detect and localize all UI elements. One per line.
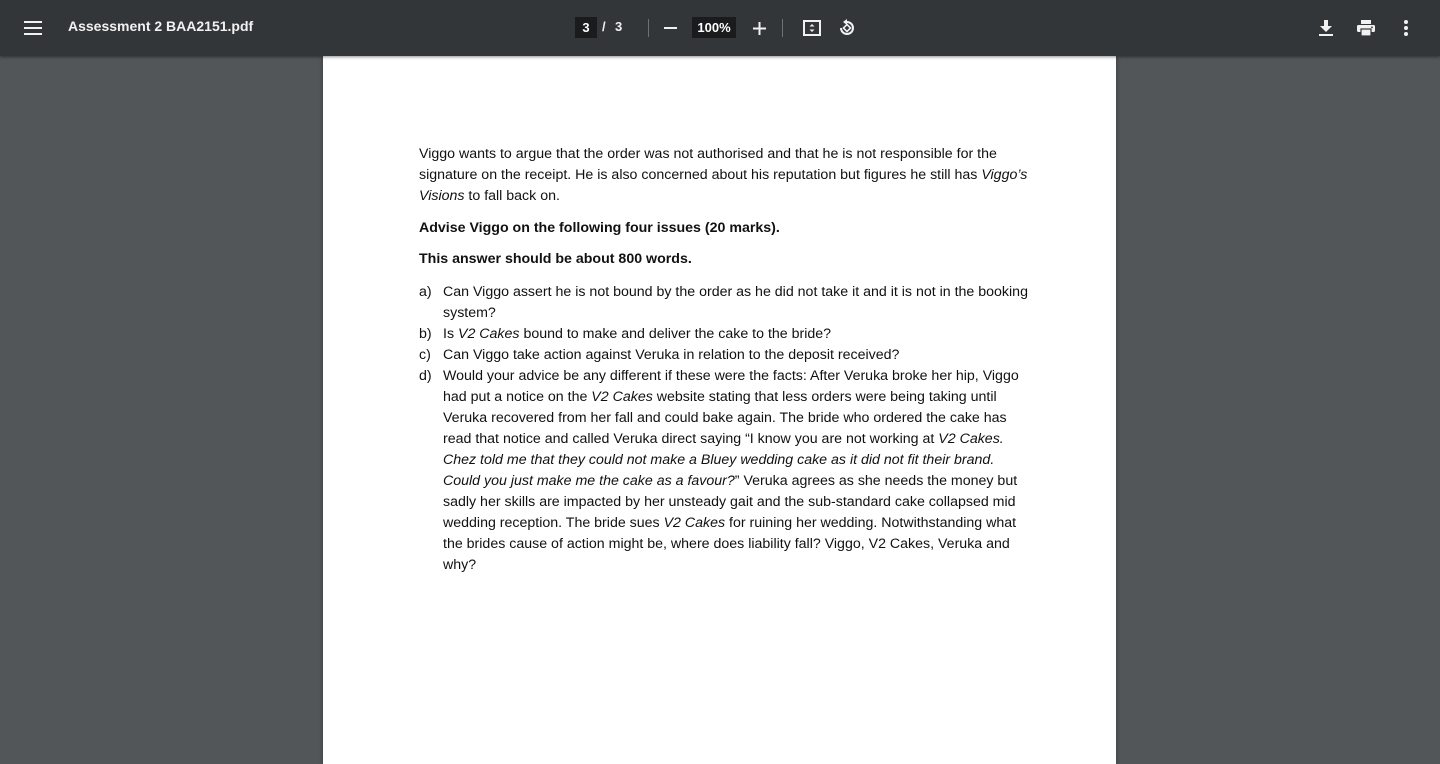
list-item bbox=[419, 282, 1029, 324]
list-item bbox=[419, 345, 1029, 366]
list-item-text: for ruining her wedding. Notwithstanding what the brides cause of action might be, where does liability fall? Viggo, V2 Cakes, Veruka and why? bbox=[443, 515, 1017, 573]
list-item-text: Is bbox=[443, 326, 458, 342]
zoom-out-icon bbox=[664, 27, 677, 29]
page-separator: / bbox=[602, 19, 606, 34]
zoom-level-input[interactable]: 100% bbox=[692, 17, 736, 38]
list-item-text-italic: V2 Cakes bbox=[457, 326, 520, 342]
toolbar-divider bbox=[782, 19, 783, 37]
toolbar-divider bbox=[648, 19, 649, 37]
intro-text-3: to fall back on. bbox=[464, 188, 560, 204]
print-icon bbox=[1357, 20, 1375, 36]
issues-list bbox=[419, 282, 1029, 576]
list-item-text: website stating that less orders were being taking until Veruka recovered from her fall and could bake again. The bride who ordered the cake has read that notice and called Veruka direct saying “I know you are not working at bbox=[443, 389, 1007, 447]
fit-to-page-icon bbox=[803, 20, 821, 36]
document-title: Assessment 2 BAA2151.pdf bbox=[68, 18, 254, 34]
zoom-in-button[interactable] bbox=[741, 10, 777, 46]
list-item bbox=[419, 366, 1029, 576]
more-options-button[interactable] bbox=[1388, 10, 1424, 46]
list-item-text: Can Viggo assert he is not bound by the order as he did not take it and it is not in the booking system? bbox=[443, 284, 1028, 321]
pdf-page bbox=[323, 56, 1116, 764]
fit-to-page-button[interactable] bbox=[794, 10, 830, 46]
list-item-text: bound to make and deliver the cake to the bride? bbox=[519, 326, 832, 342]
list-item-text: ” Veruka agrees as she needs the money but sadly her skills are impacted by her unsteady gait and the sub-standard cake collapsed mid wedding reception. The bride sues bbox=[443, 473, 1018, 531]
list-item-text-italic: V2 Cakes bbox=[663, 515, 726, 531]
intro-text-2: Viggo’s Visions bbox=[419, 167, 1028, 204]
zoom-in-icon bbox=[753, 22, 766, 35]
menu-button[interactable] bbox=[15, 10, 51, 46]
list-item-text-italic: V2 Cakes bbox=[591, 389, 653, 405]
list-marker: c) bbox=[419, 347, 431, 363]
intro-text-1: Viggo wants to argue that the order was not authorised and that he is not responsible for the signature on the receipt. He is also concerned about his reputation but figures he still has bbox=[419, 146, 997, 183]
download-icon bbox=[1319, 20, 1333, 36]
page-content bbox=[419, 144, 1029, 576]
list-item-text: Would your advice be any different if these were the facts: After Veruka broke her hip, Viggo had put a notice on the bbox=[443, 368, 1019, 405]
pdf-toolbar bbox=[0, 0, 1440, 56]
list-marker: d) bbox=[419, 368, 432, 384]
download-button[interactable] bbox=[1308, 10, 1344, 46]
zoom-out-button[interactable] bbox=[652, 10, 688, 46]
list-item-text: Can Viggo take action against Veruka in relation to the deposit received? bbox=[443, 347, 900, 363]
more-options-icon bbox=[1404, 20, 1408, 36]
page-number-input[interactable]: 3 bbox=[575, 17, 597, 38]
page-total: 3 bbox=[615, 19, 623, 34]
advise-heading: Advise Viggo on the following four issues (20 marks). bbox=[419, 220, 780, 236]
rotate-button[interactable] bbox=[829, 10, 865, 46]
rotate-icon bbox=[838, 19, 856, 37]
list-item-text-italic: V2 Cakes. Chez told me that they could not make a Bluey wedding cake as it did not fit their brand. Could you just make me the cake as a favour? bbox=[443, 431, 1004, 489]
word-count-note: This answer should be about 800 words. bbox=[419, 251, 692, 267]
intro-paragraph bbox=[419, 144, 1029, 207]
print-button[interactable] bbox=[1348, 10, 1384, 46]
menu-icon bbox=[24, 21, 42, 35]
list-item bbox=[419, 324, 1029, 345]
list-marker: a) bbox=[419, 284, 432, 300]
list-marker: b) bbox=[419, 326, 432, 342]
